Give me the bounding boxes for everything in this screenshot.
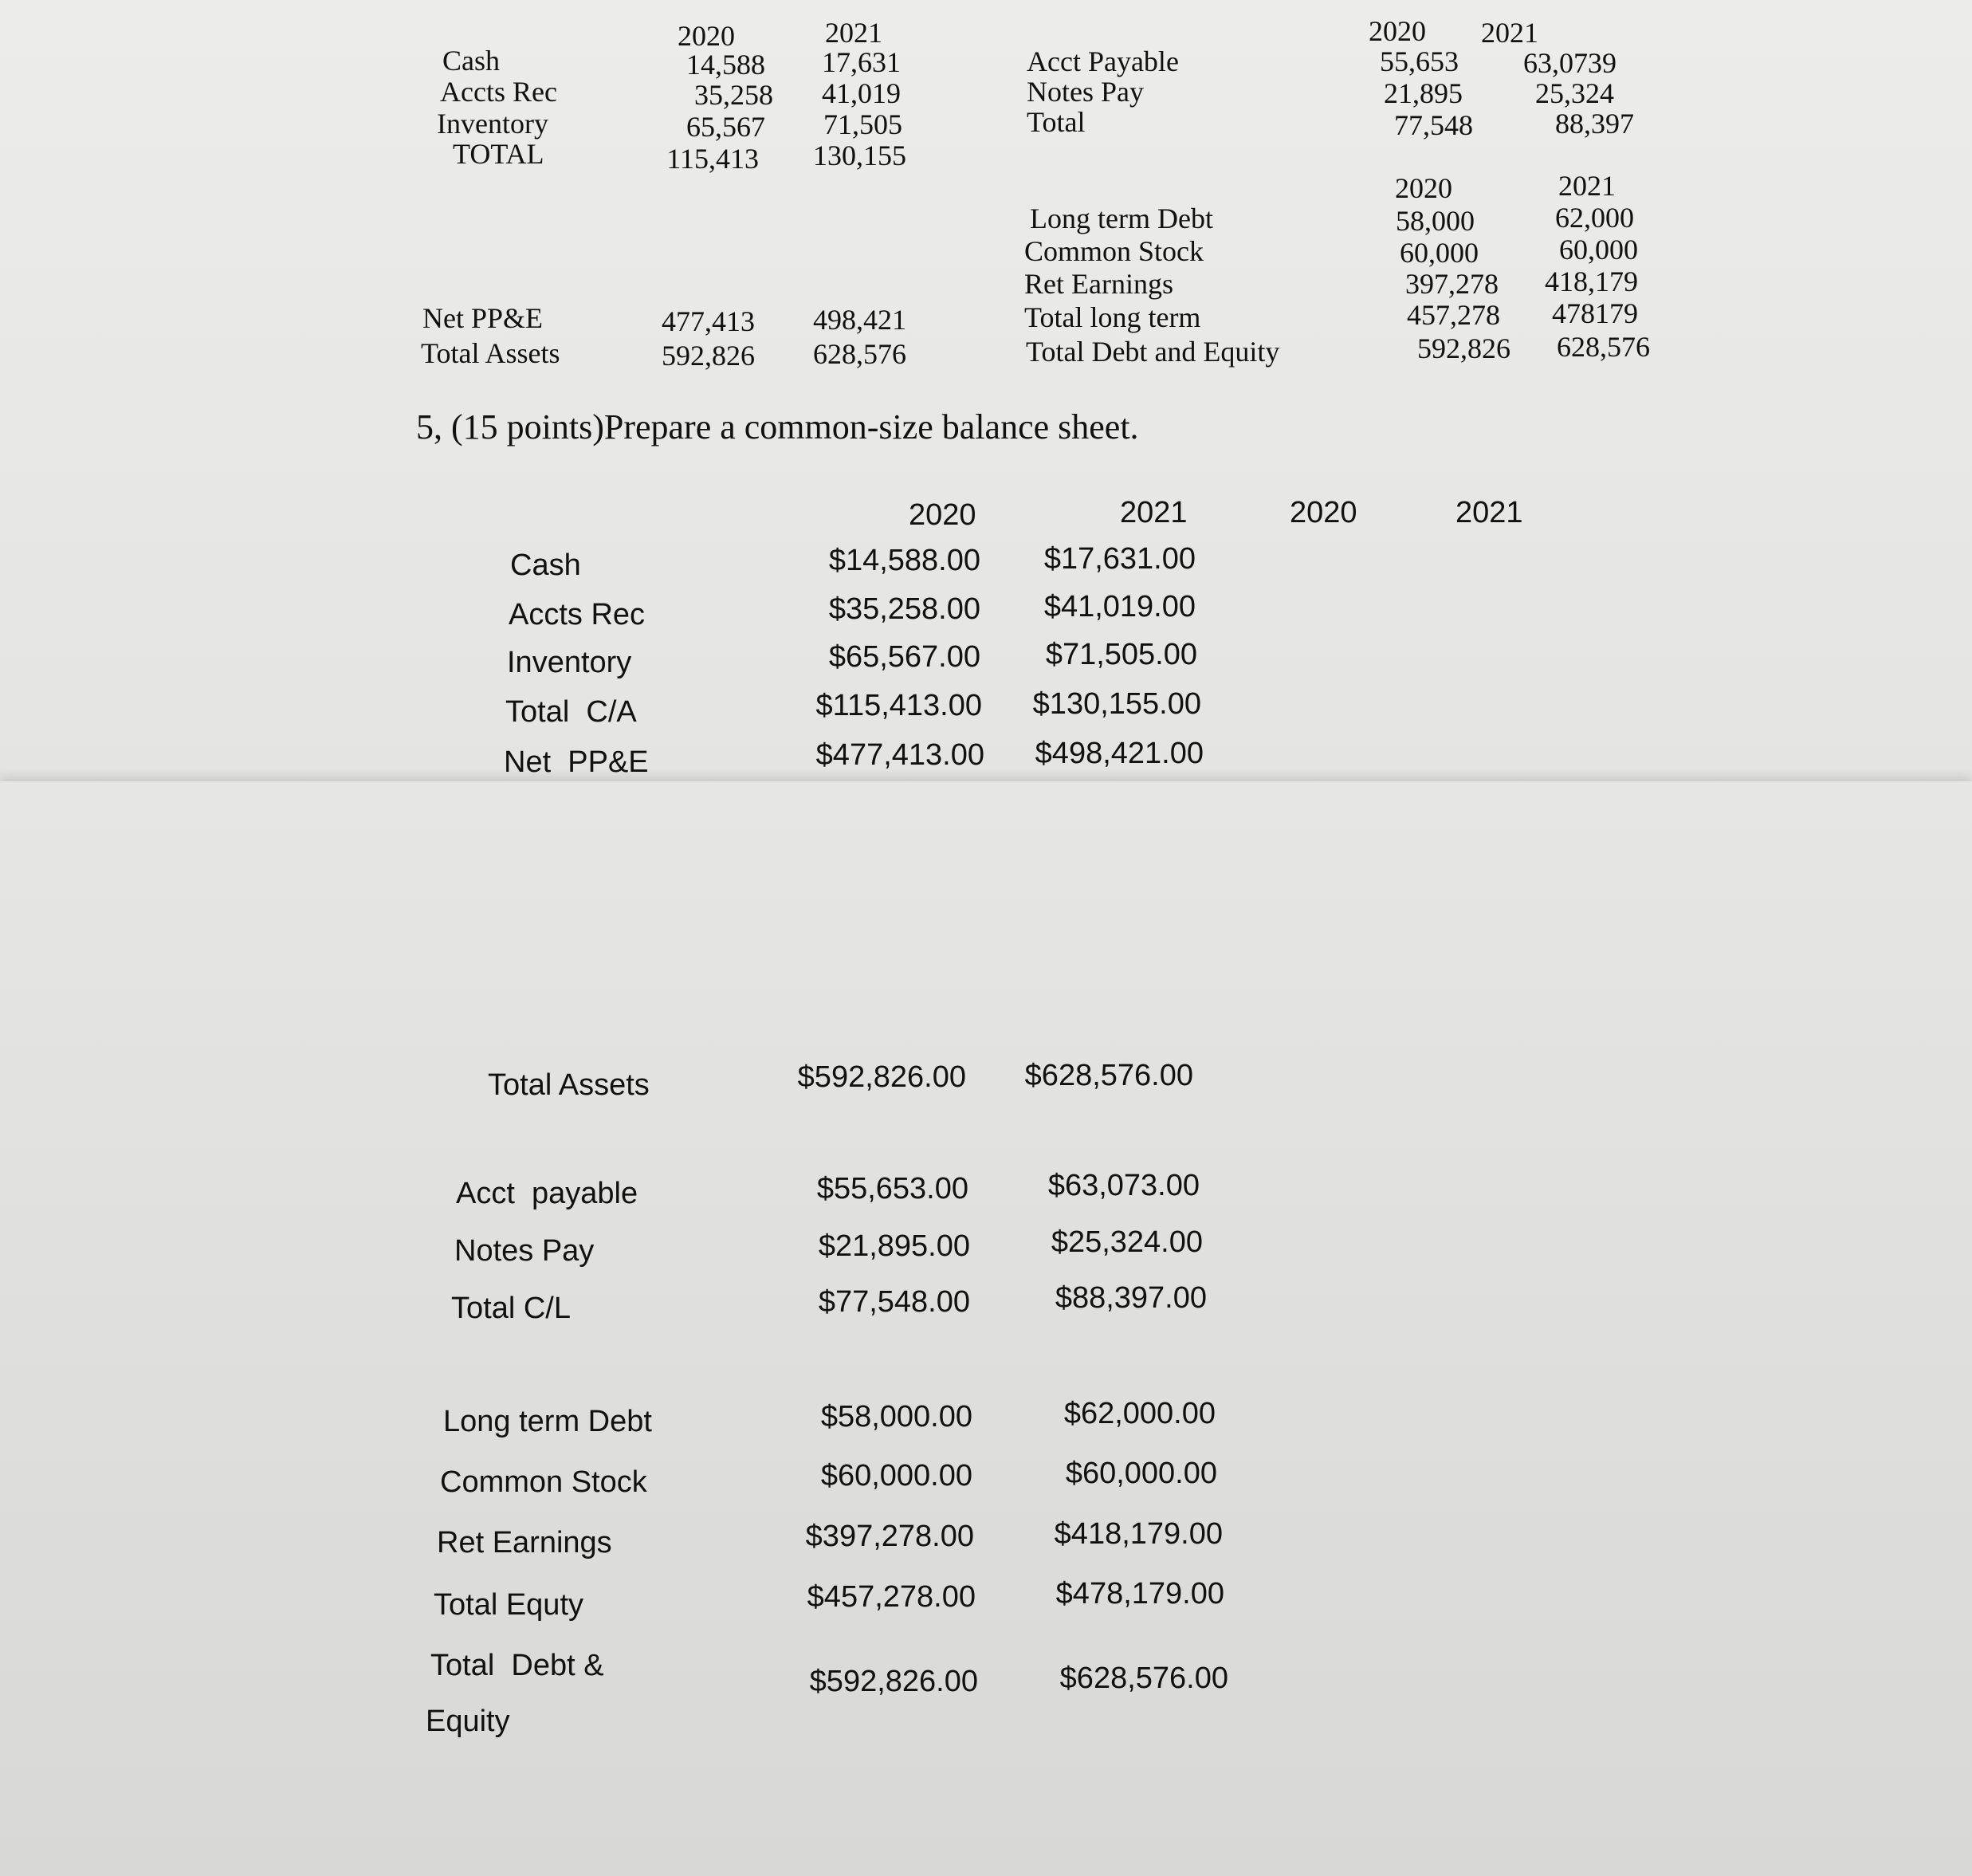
answer-inventory-2021: $71,505.00 bbox=[1045, 638, 1197, 671]
answer-label-accts-rec: Accts Rec bbox=[509, 598, 646, 631]
answer-long-term-debt-2021: $62,000.00 bbox=[1063, 1397, 1216, 1430]
answer-label-total-debt-equity: Total Debt & bbox=[430, 1649, 604, 1682]
answer-accts-rec-2021: $41,019.00 bbox=[1043, 590, 1196, 623]
liab-acct-payable-2020: 55,653 bbox=[1380, 45, 1459, 77]
liab-notes-pay-2021: 25,324 bbox=[1535, 77, 1614, 109]
total-assets-2021: 628,576 bbox=[813, 338, 906, 370]
asset-label-accts-rec: Accts Rec bbox=[440, 76, 557, 108]
asset-label-inventory: Inventory bbox=[437, 108, 548, 140]
lt-label-total-debt-equity: Total Debt and Equity bbox=[1026, 336, 1280, 368]
liab-label-notes-pay: Notes Pay bbox=[1027, 76, 1144, 108]
liab-notes-pay-2020: 21,895 bbox=[1384, 77, 1463, 109]
asset-label-cash: Cash bbox=[442, 45, 500, 77]
asset-net-ppe-2020: 477,413 bbox=[662, 305, 755, 337]
answer-header-2021-common: 2021 bbox=[1455, 496, 1523, 529]
answer-cash-2020: $14,588.00 bbox=[828, 544, 980, 577]
answer-label-total-cl: Total C/L bbox=[451, 1292, 571, 1325]
answer-label-net-ppe: Net PP&E bbox=[504, 745, 649, 779]
answer-total-equity-2020: $457,278.00 bbox=[807, 1580, 976, 1614]
answer-total-debt-equity-2021: $628,576.00 bbox=[1059, 1662, 1228, 1695]
lt-label-long-term-debt: Long term Debt bbox=[1030, 203, 1213, 234]
answer-label-notes-pay: Notes Pay bbox=[454, 1234, 595, 1268]
answer-notes-pay-2021: $25,324.00 bbox=[1051, 1225, 1203, 1259]
asset-total-2020: 115,413 bbox=[666, 143, 759, 175]
lt-ret-earnings-2021: 418,179 bbox=[1545, 265, 1638, 297]
answer-label-inventory: Inventory bbox=[507, 646, 632, 679]
answer-total-cl-2020: $77,548.00 bbox=[818, 1285, 970, 1319]
lt-total-long-term-2021: 478179 bbox=[1552, 297, 1638, 329]
answer-total-cl-2021: $88,397.00 bbox=[1055, 1281, 1207, 1315]
lt-label-ret-earnings: Ret Earnings bbox=[1024, 268, 1173, 300]
total-assets-2020: 592,826 bbox=[662, 340, 755, 372]
printed-page bbox=[0, 0, 1972, 797]
lt-ret-earnings-2020: 397,278 bbox=[1405, 268, 1499, 300]
answer-label-total-equity: Total Equty bbox=[434, 1588, 583, 1622]
answer-sheet bbox=[0, 781, 1972, 1876]
answer-total-ca-2021: $130,155.00 bbox=[1032, 687, 1201, 721]
lt-label-common-stock: Common Stock bbox=[1024, 235, 1204, 267]
answer-header-2021: 2021 bbox=[1120, 496, 1188, 529]
answer-label-total-assets: Total Assets bbox=[488, 1068, 650, 1102]
answer-label-total-ca: Total C/A bbox=[505, 695, 637, 729]
answer-label-ret-earnings: Ret Earnings bbox=[437, 1526, 612, 1559]
asset-total-2021: 130,155 bbox=[813, 140, 906, 171]
answer-total-assets-2020: $592,826.00 bbox=[797, 1060, 966, 1094]
asset-accts-rec-2020: 35,258 bbox=[694, 79, 773, 111]
lt-common-stock-2020: 60,000 bbox=[1400, 237, 1479, 269]
answer-label-acct-payable: Acct payable bbox=[456, 1177, 638, 1210]
question-text: 5, (15 points)Prepare a common-size balance sheet. bbox=[416, 407, 1139, 446]
lt-year-2021: 2021 bbox=[1558, 170, 1616, 202]
answer-label-long-term-debt: Long term Debt bbox=[443, 1405, 652, 1438]
asset-cash-2021: 17,631 bbox=[822, 46, 901, 78]
lt-long-term-debt-2020: 58,000 bbox=[1396, 205, 1475, 237]
answer-long-term-debt-2020: $58,000.00 bbox=[820, 1400, 972, 1434]
answer-ret-earnings-2021: $418,179.00 bbox=[1054, 1517, 1223, 1551]
asset-label-net-ppe: Net PP&E bbox=[422, 302, 544, 334]
asset-label-total: TOTAL bbox=[453, 138, 544, 170]
asset-inventory-2021: 71,505 bbox=[823, 108, 902, 140]
lt-total-long-term-2020: 457,278 bbox=[1407, 299, 1500, 331]
asset-inventory-2020: 65,567 bbox=[686, 111, 765, 143]
answer-common-stock-2021: $60,000.00 bbox=[1065, 1457, 1217, 1490]
assets-year-2021: 2021 bbox=[825, 17, 882, 49]
liab-label-acct-payable: Acct Payable bbox=[1027, 45, 1179, 77]
answer-acct-payable-2021: $63,073.00 bbox=[1047, 1169, 1200, 1202]
liab-total-2020: 77,548 bbox=[1394, 109, 1473, 141]
answer-total-equity-2021: $478,179.00 bbox=[1055, 1577, 1224, 1611]
assets-year-2020: 2020 bbox=[678, 20, 735, 52]
asset-net-ppe-2021: 498,421 bbox=[813, 304, 906, 336]
answer-total-debt-equity-2020: $592,826.00 bbox=[809, 1665, 978, 1698]
asset-cash-2020: 14,588 bbox=[686, 49, 765, 81]
lt-total-debt-equity-2021: 628,576 bbox=[1557, 331, 1650, 363]
answer-notes-pay-2020: $21,895.00 bbox=[818, 1229, 970, 1263]
answer-net-ppe-2021: $498,421.00 bbox=[1035, 737, 1204, 770]
answer-ret-earnings-2020: $397,278.00 bbox=[805, 1520, 974, 1553]
asset-label-total-assets: Total Assets bbox=[421, 337, 560, 369]
liab-year-2020: 2020 bbox=[1369, 15, 1426, 47]
answer-header-2020: 2020 bbox=[909, 498, 976, 532]
answer-header-2020-common: 2020 bbox=[1290, 496, 1357, 529]
lt-long-term-debt-2021: 62,000 bbox=[1555, 202, 1634, 234]
answer-label-common-stock: Common Stock bbox=[440, 1465, 647, 1499]
answer-common-stock-2020: $60,000.00 bbox=[820, 1459, 972, 1493]
answer-label-equity-line2: Equity bbox=[426, 1705, 510, 1738]
answer-total-assets-2021: $628,576.00 bbox=[1024, 1059, 1193, 1092]
answer-inventory-2020: $65,567.00 bbox=[828, 640, 980, 674]
answer-cash-2021: $17,631.00 bbox=[1043, 542, 1196, 576]
lt-label-total-long-term: Total long term bbox=[1024, 301, 1201, 333]
answer-accts-rec-2020: $35,258.00 bbox=[828, 592, 980, 626]
liab-acct-payable-2021: 63,0739 bbox=[1523, 47, 1616, 79]
liab-total-2021: 88,397 bbox=[1555, 108, 1634, 140]
answer-label-cash: Cash bbox=[510, 549, 581, 582]
lt-common-stock-2021: 60,000 bbox=[1559, 234, 1638, 265]
lt-total-debt-equity-2020: 592,826 bbox=[1417, 332, 1510, 364]
answer-acct-payable-2020: $55,653.00 bbox=[816, 1172, 968, 1205]
answer-net-ppe-2020: $477,413.00 bbox=[815, 738, 984, 772]
lt-year-2020: 2020 bbox=[1395, 172, 1452, 204]
liab-year-2021: 2021 bbox=[1481, 17, 1538, 49]
liab-label-total: Total bbox=[1027, 106, 1086, 138]
asset-accts-rec-2021: 41,019 bbox=[822, 77, 901, 109]
answer-total-ca-2020: $115,413.00 bbox=[815, 689, 982, 722]
